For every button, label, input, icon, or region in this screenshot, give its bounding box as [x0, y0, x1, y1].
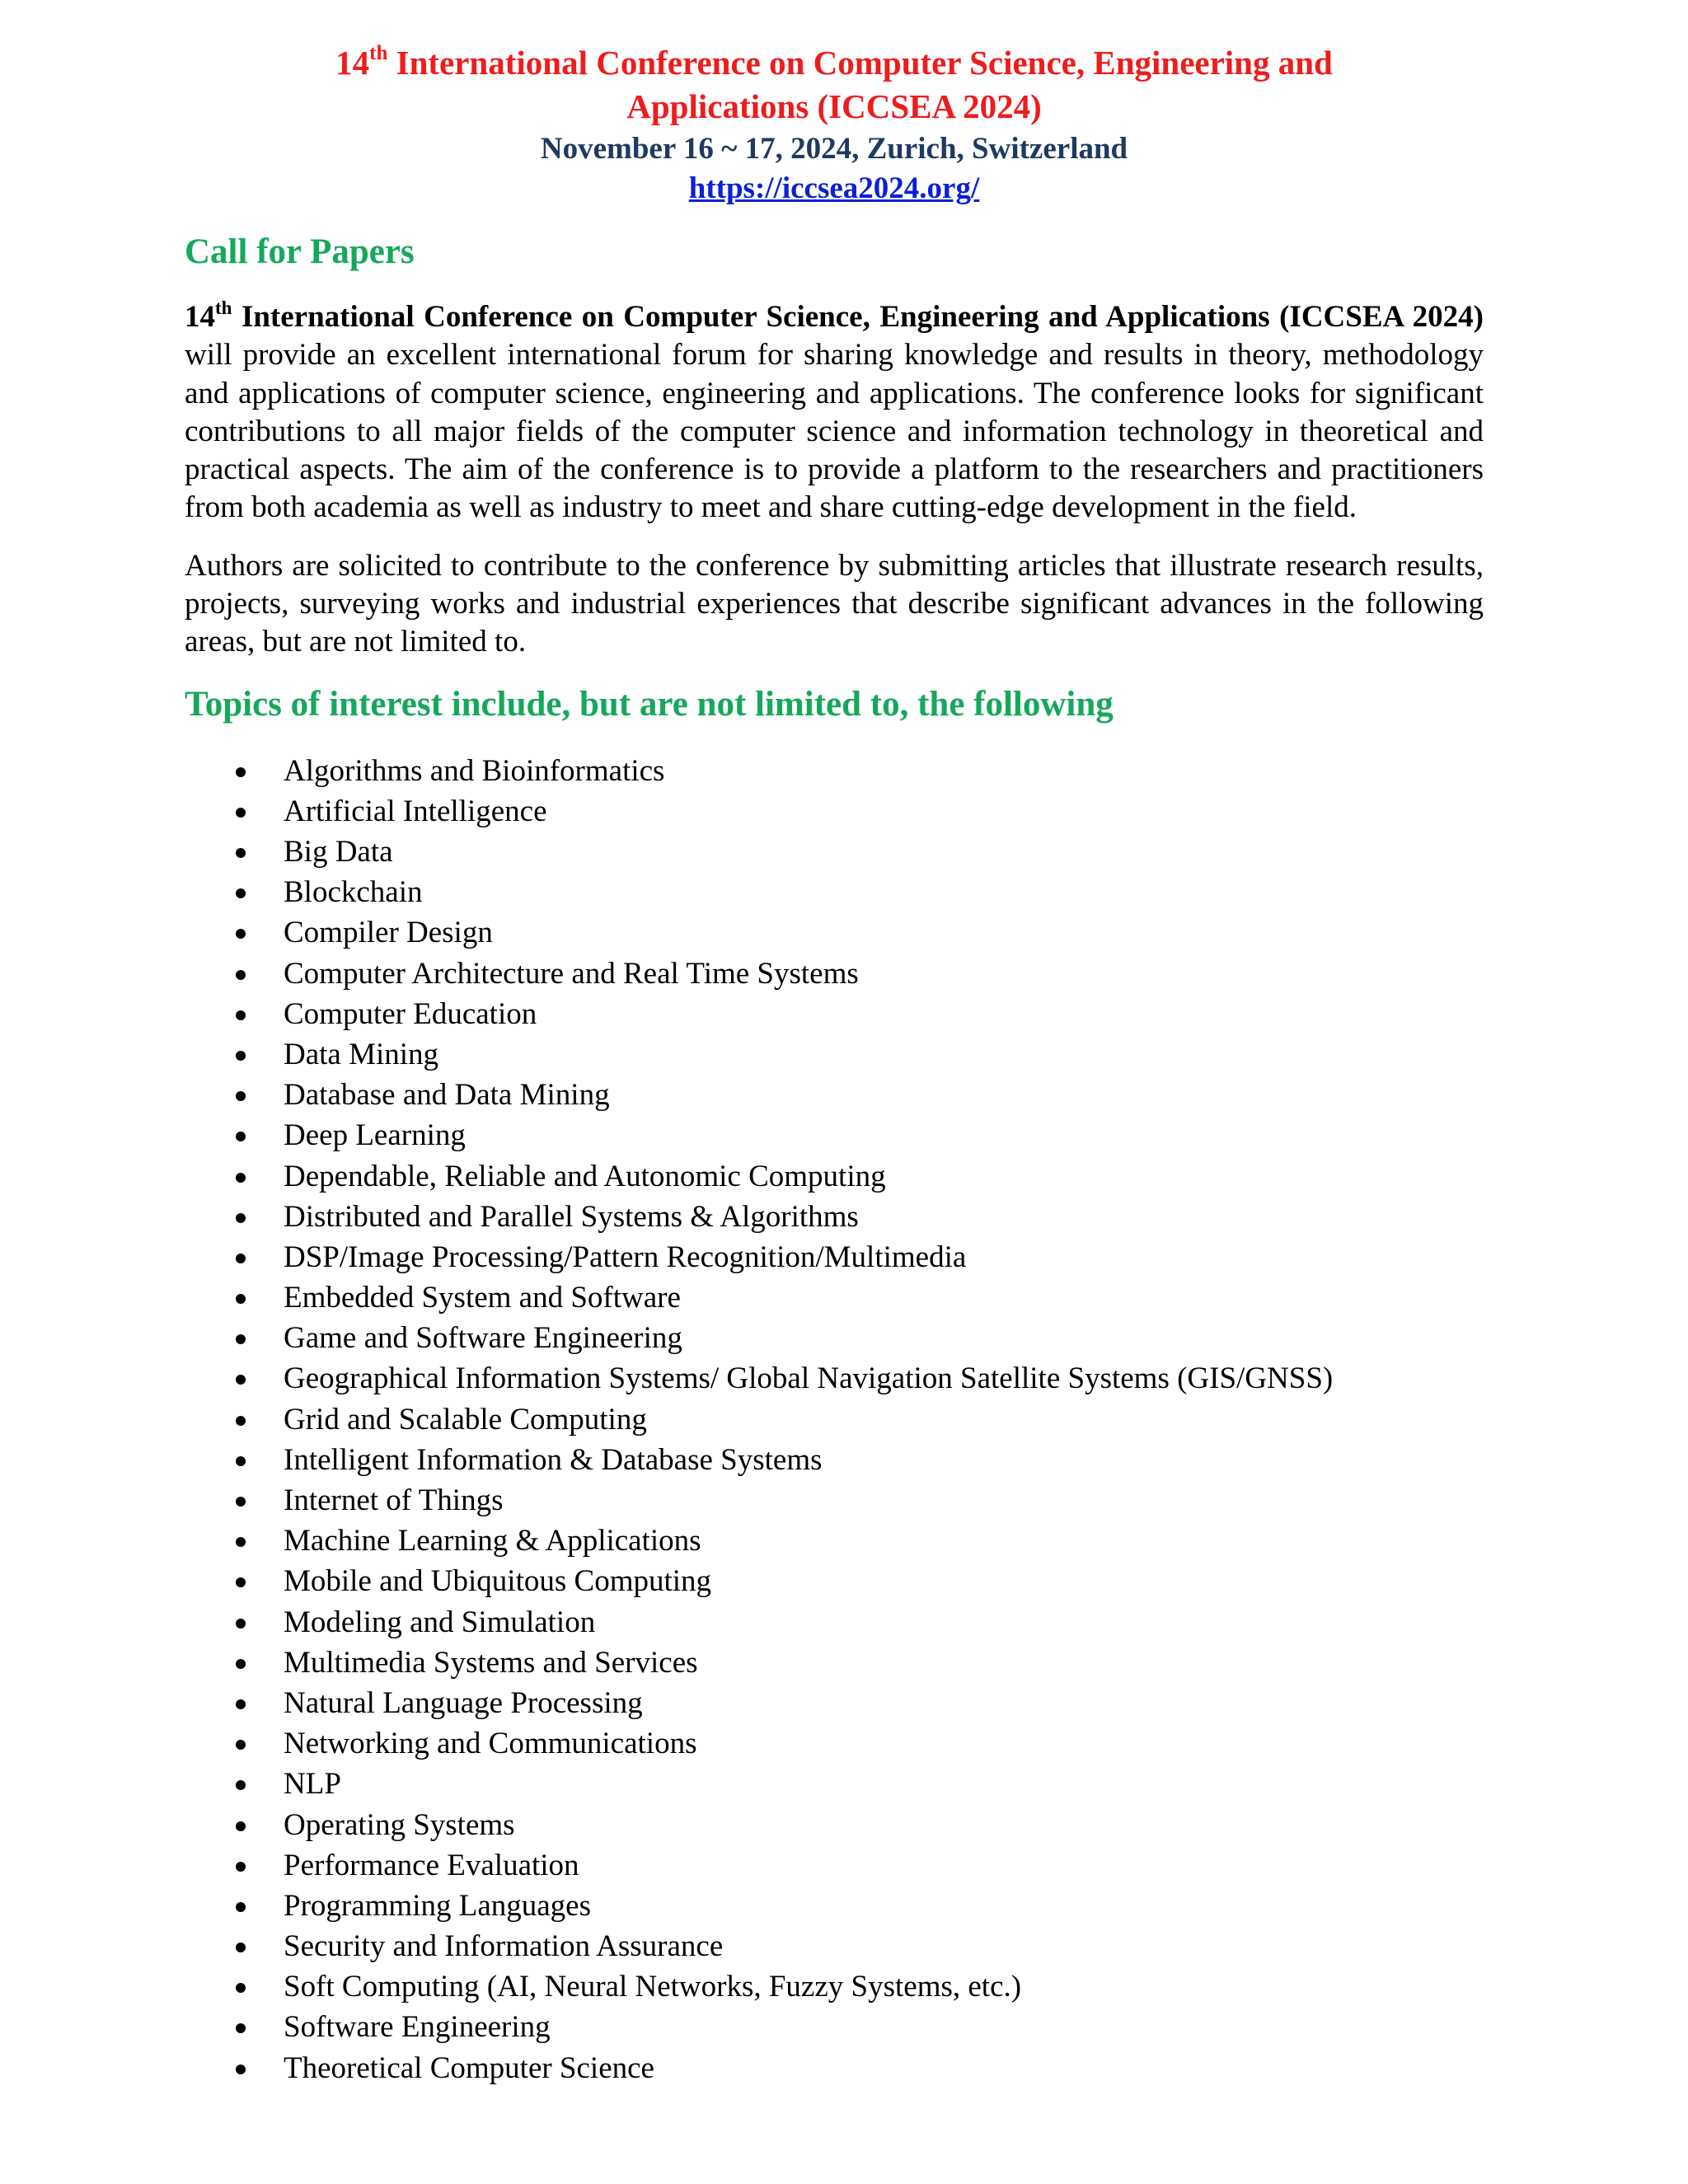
topic-label: Distributed and Parallel Systems & Algorithms: [284, 1199, 859, 1234]
topic-label: Operating Systems: [284, 1807, 515, 1842]
list-item: [185, 2048, 1484, 2088]
intro-ordinal-suffix: th: [215, 297, 232, 318]
list-item: [185, 1602, 1484, 1643]
topic-label: Mobile and Ubiquitous Computing: [284, 1564, 712, 1599]
title-ordinal: 14: [335, 44, 370, 82]
bullet-icon: [236, 1010, 246, 1020]
list-item: [185, 1075, 1484, 1115]
list-item: [185, 1966, 1484, 2007]
list-item: [185, 1156, 1484, 1197]
topic-label: Data Mining: [284, 1037, 439, 1071]
topic-label: Intelligent Information & Database Systems: [284, 1442, 823, 1477]
authors-paragraph: Authors are solicited to contribute to the conference by submitting articles that illustrate research results, projects, surveying works and industrial experiences that describe significant advances in the following areas, but are not limited to.: [185, 548, 1484, 659]
bullet-icon: [236, 1497, 246, 1507]
list-item: [185, 1277, 1484, 1318]
topic-label: Big Data: [284, 835, 393, 869]
bullet-icon: [236, 1983, 246, 1993]
topics-list: [185, 751, 1484, 2088]
list-item: [185, 1926, 1484, 1966]
list-item: [185, 1764, 1484, 1804]
topic-label: Internet of Things: [284, 1483, 504, 1518]
topics-heading: Topics of interest include, but are not limited to, the following: [185, 684, 1114, 724]
list-item: [185, 1318, 1484, 1358]
intro-bold-conference-name: [185, 297, 1484, 334]
list-item: [185, 791, 1484, 832]
topic-label: Soft Computing (AI, Neural Networks, Fuzzy Systems, etc.): [284, 1970, 1022, 2004]
list-item: [185, 954, 1484, 994]
topic-label: Embedded System and Software: [284, 1281, 681, 1315]
bullet-icon: [236, 848, 246, 858]
bullet-icon: [236, 1740, 246, 1750]
topic-label: Security and Information Assurance: [284, 1929, 724, 1964]
topic-label: Performance Evaluation: [284, 1848, 579, 1882]
title-ordinal-suffix: th: [369, 42, 388, 65]
title-line1-text: International Conference on Computer Science, Engineering and: [387, 44, 1333, 82]
list-item: [185, 1480, 1484, 1521]
list-item: [185, 1115, 1484, 1155]
bullet-icon: [236, 808, 246, 818]
bullet-icon: [236, 1862, 246, 1872]
list-item: [185, 1723, 1484, 1764]
list-item: [185, 1886, 1484, 1926]
bullet-icon: [236, 1577, 246, 1587]
topic-label: Grid and Scalable Computing: [284, 1402, 647, 1436]
bullet-icon: [236, 888, 246, 898]
intro-ordinal: 14: [185, 300, 215, 334]
conference-title-line2: Applications (ICCSEA 2024): [626, 87, 1042, 125]
bullet-icon: [236, 929, 246, 939]
topic-label: Multimedia Systems and Services: [284, 1645, 698, 1680]
bullet-icon: [236, 1173, 246, 1183]
topic-label: Machine Learning & Applications: [284, 1524, 701, 1558]
call-for-papers-heading: Call for Papers: [185, 232, 415, 271]
topic-label: Geographical Information Systems/ Global Navigation Satellite Systems (GIS/GNSS): [284, 1361, 1334, 1396]
bullet-icon: [236, 2064, 246, 2074]
topic-label: Programming Languages: [284, 1888, 591, 1923]
list-item: [185, 832, 1484, 872]
document-page: [185, 0, 1484, 2088]
conference-url-line: [185, 170, 1484, 208]
bullet-icon: [236, 2023, 246, 2033]
bullet-icon: [236, 1780, 246, 1790]
conference-date-location: November 16 ~ 17, 2024, Zurich, Switzerland: [540, 132, 1128, 166]
topic-label: Theoretical Computer Science: [284, 2050, 654, 2085]
bullet-icon: [236, 970, 246, 980]
intro-body-text: will provide an excellent international forum for sharing knowledge and results in theory, methodology and applications of computer science, engineering and applications. The conference looks for significant contributions to all major fields of the computer science and information technology in theoretical and practical aspects. The aim of the conference is to provide a platform to the researchers and practitioners from both academia as well as industry to meet and share cutting-edge development in the field.: [185, 338, 1484, 525]
list-item: [185, 1440, 1484, 1480]
topic-label: NLP: [284, 1767, 341, 1802]
bullet-icon: [236, 1213, 246, 1223]
bullet-icon: [236, 1456, 246, 1466]
topic-label: Compiler Design: [284, 916, 493, 950]
list-item: [185, 994, 1484, 1034]
bullet-icon: [236, 1334, 246, 1344]
list-item: [185, 1643, 1484, 1683]
bullet-icon: [236, 1699, 246, 1709]
topic-label: Deep Learning: [284, 1118, 466, 1153]
list-item: [185, 1561, 1484, 1601]
topic-label: DSP/Image Processing/Pattern Recognition/Multimedia: [284, 1240, 967, 1274]
topic-label: Game and Software Engineering: [284, 1321, 682, 1356]
list-item: [185, 751, 1484, 791]
intro-conference-name: International Conference on Computer Science, Engineering and Applications (ICCSEA 2024): [232, 300, 1484, 334]
list-item: [185, 1521, 1484, 1561]
list-item: [185, 1034, 1484, 1075]
bullet-icon: [236, 1902, 246, 1912]
bullet-icon: [236, 1537, 246, 1547]
bullet-icon: [236, 1821, 246, 1831]
list-item: [185, 912, 1484, 953]
topic-label: Database and Data Mining: [284, 1078, 610, 1113]
list-item: [185, 1845, 1484, 1886]
topic-label: Modeling and Simulation: [284, 1605, 596, 1639]
bullet-icon: [236, 1294, 246, 1304]
list-item: [185, 872, 1484, 912]
topic-label: Natural Language Processing: [284, 1685, 643, 1720]
list-item: [185, 1805, 1484, 1845]
topic-label: Software Engineering: [284, 2010, 551, 2045]
topic-label: Dependable, Reliable and Autonomic Computing: [284, 1159, 886, 1193]
conference-title-line1: [185, 41, 1484, 85]
bullet-icon: [236, 1659, 246, 1669]
topic-label: Computer Education: [284, 996, 537, 1031]
list-item: [185, 1399, 1484, 1440]
bullet-icon: [236, 1943, 246, 1952]
bullet-icon: [236, 1132, 246, 1141]
bullet-icon: [236, 1091, 246, 1101]
bullet-icon: [236, 767, 246, 777]
bullet-icon: [236, 1254, 246, 1263]
topic-label: Computer Architecture and Real Time Systems: [284, 956, 859, 991]
list-item: [185, 1358, 1484, 1399]
intro-paragraph: [185, 298, 1484, 527]
list-item: [185, 1683, 1484, 1723]
bullet-icon: [236, 1619, 246, 1629]
topic-label: Blockchain: [284, 875, 423, 910]
topic-label: Networking and Communications: [284, 1727, 697, 1761]
list-item: [185, 2007, 1484, 2047]
bullet-icon: [236, 1416, 246, 1426]
conference-website-link[interactable]: https://iccsea2024.org/: [688, 171, 980, 205]
conference-header: [185, 0, 1484, 208]
topic-label: Algorithms and Bioinformatics: [284, 753, 665, 788]
bullet-icon: [236, 1375, 246, 1385]
topic-label: Artificial Intelligence: [284, 794, 547, 828]
list-item: [185, 1197, 1484, 1237]
list-item: [185, 1237, 1484, 1277]
bullet-icon: [236, 1051, 246, 1061]
